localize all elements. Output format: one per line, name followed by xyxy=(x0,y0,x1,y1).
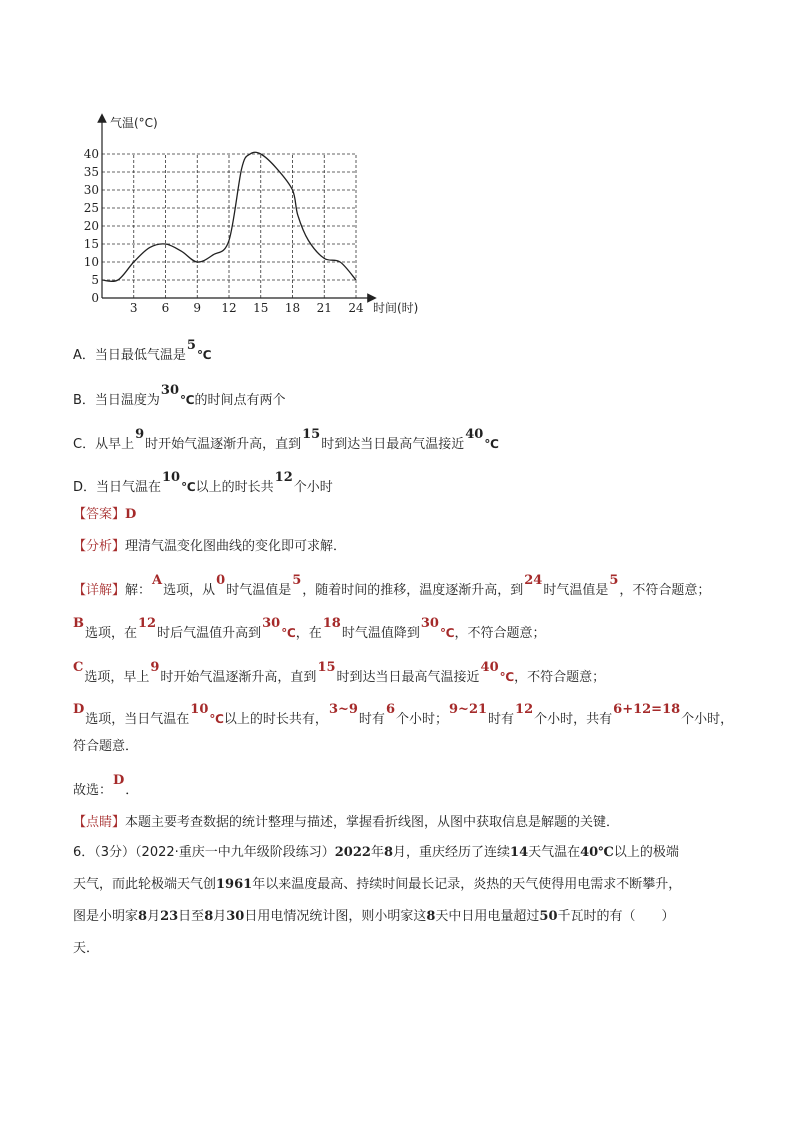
y-tick-0: 0 xyxy=(91,291,99,305)
detail-line-1: 【详解】解：A选项，从0时气温值是5，随着时间的推移，温度逐渐升高，到24时气温值是5，不符合题意； xyxy=(73,573,711,598)
comment-tag: 【点睛】 xyxy=(73,815,126,830)
y-tick-35: 35 xyxy=(83,165,99,179)
y-tick-25: 25 xyxy=(83,201,99,215)
x-tick-6: 6 xyxy=(161,301,170,315)
x-tick-15: 15 xyxy=(253,301,269,315)
q6-line-3: 图是小明家8月23日至8月30日用电情况统计图，则小明家这8天中日用电量超过50千瓦时的有（ ） xyxy=(73,909,675,924)
option-d: D．当日气温在10℃以上的时长共12个小时 xyxy=(73,470,333,495)
q6-line-1: 6．（3分）（2022·重庆一中九年级阶段练习）2022年8月，重庆经历了连续14天气温在40℃以上的极端 xyxy=(73,845,679,860)
q6-line-2: 天气，而此轮极端天气创1961年以来温度最高、持续时间最长记录，炎热的天气使得用电需求不断攀升， xyxy=(73,877,682,892)
y-tick-15: 15 xyxy=(83,237,99,251)
answer-tag: 【答案】 xyxy=(73,507,126,522)
analysis-line: 【分析】理清气温变化图曲线的变化即可求解． xyxy=(73,539,347,554)
answer-value: D xyxy=(125,507,137,522)
x-tick-3: 3 xyxy=(129,301,138,315)
x-tick-labels xyxy=(130,301,364,315)
x-tick-24: 24 xyxy=(348,301,364,315)
option-a: A．当日最低气温是5℃ xyxy=(73,338,212,363)
detail-line-5: 符合题意． xyxy=(73,739,139,754)
y-tick-5: 5 xyxy=(91,273,99,287)
x-tick-9: 9 xyxy=(193,301,202,315)
temperature-line-chart xyxy=(83,108,436,324)
option-c: C．从早上9时开始气温逐渐升高，直到15时到达当日最高气温接近40℃ xyxy=(73,427,499,452)
answer-line xyxy=(73,506,136,524)
y-tick-20: 20 xyxy=(83,219,99,233)
x-tick-21: 21 xyxy=(316,301,332,315)
x-axis-label: 时间(时) xyxy=(373,301,419,315)
chart-grid xyxy=(102,154,356,298)
x-tick-18: 18 xyxy=(284,301,301,315)
y-tick-40: 40 xyxy=(83,147,99,161)
option-b: B．当日温度为30℃的时间点有两个 xyxy=(73,383,286,408)
q6-line-4: 天． xyxy=(73,941,100,956)
detail-tag: 【详解】 xyxy=(73,583,126,598)
choose-line: 故选：D． xyxy=(73,773,139,798)
y-tick-30: 30 xyxy=(83,183,99,197)
y-axis-label: 气温(°C) xyxy=(110,116,158,130)
y-tick-labels xyxy=(84,147,99,305)
detail-line-2: B选项，在12时后气温值升高到30℃，在18时气温值降到30℃，不符合题意； xyxy=(73,616,546,641)
detail-line-3: C选项，早上9时开始气温逐渐升高，直到15时到达当日最高气温接近40℃，不符合题意； xyxy=(73,660,606,685)
detail-line-4: D选项，当日气温在10℃以上的时长共有，3~9时有6个小时；9~21时有12个小时，共有6+12=18个小时， xyxy=(73,702,734,727)
chart-svg xyxy=(83,108,436,324)
y-tick-10: 10 xyxy=(83,255,99,269)
comment-line: 【点睛】本题主要考查数据的统计整理与描述，掌握看折线图，从图中获取信息是解题的关键． xyxy=(73,815,620,830)
analysis-tag: 【分析】 xyxy=(73,539,126,554)
x-tick-12: 12 xyxy=(221,301,237,315)
